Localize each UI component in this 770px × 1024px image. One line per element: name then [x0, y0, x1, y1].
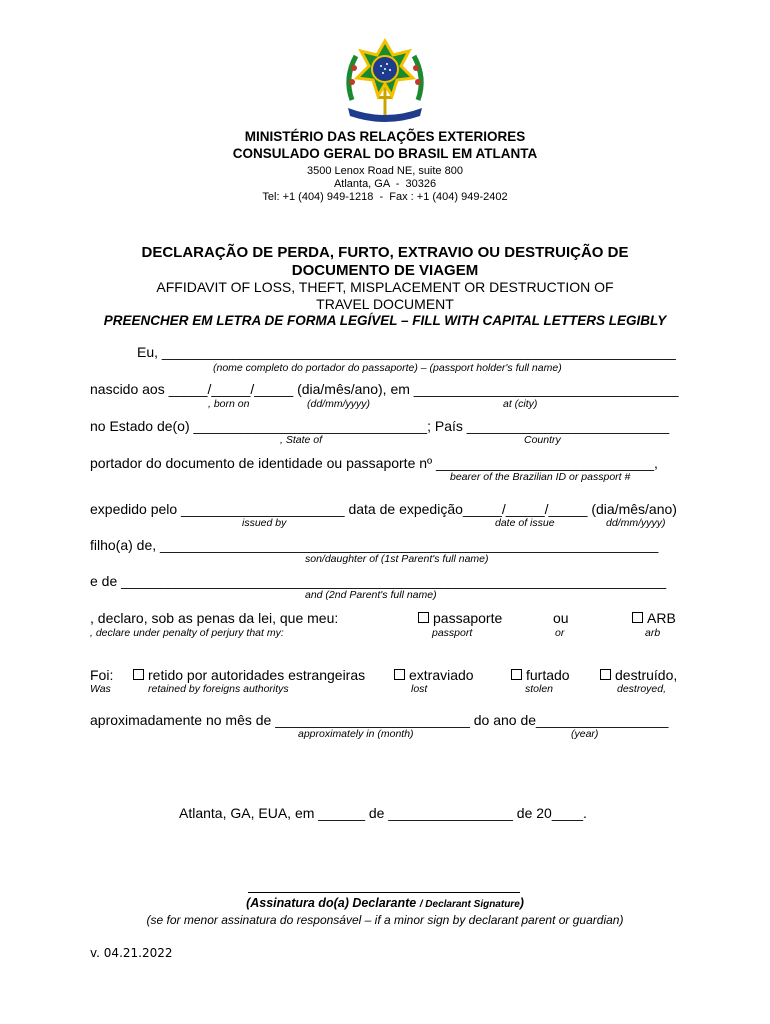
second-parent-caption: and (2nd Parent's full name)	[305, 589, 437, 601]
bearer-caption: bearer of the Brazilian ID or passport #	[450, 471, 631, 483]
retained-label: retido por autoridades estrangeiras	[148, 667, 366, 683]
coat-of-arms-emblem	[340, 38, 430, 124]
checkbox-icon	[418, 612, 429, 623]
signature-label-en: / Declarant Signature	[419, 899, 520, 910]
or-text: ou	[553, 610, 569, 626]
consulate-name: CONSULADO GERAL DO BRASIL EM ATLANTA	[232, 146, 538, 161]
signature-label	[0, 896, 770, 910]
state-country-field[interactable]: no Estado de(o) ______________________________; País __________________________	[90, 418, 670, 434]
fill-instruction: PREENCHER EM LETRA DE FORMA LEGÍVEL – FILL WITH CAPITAL LETTERS LEGIBLY	[103, 313, 667, 328]
arb-label: ARB	[647, 610, 676, 626]
ministry-name: MINISTÉRIO DAS RELAÇÕES EXTERIORES	[244, 129, 526, 144]
was-label: Was	[90, 683, 111, 695]
foi-label: Foi:	[90, 667, 114, 683]
document-number-field[interactable]: portador do documento de identidade ou passaporte nº ____________________________,	[90, 455, 658, 471]
issuer-date-field[interactable]: expedido pelo _____________________ data de expedição_____/_____/_____ (dia/mês/ano)	[90, 501, 677, 517]
phone-fax: Tel: +1 (404) 949-1218 - Fax : +1 (404) 949-2402	[262, 191, 508, 203]
checkbox-icon	[394, 669, 405, 680]
passport-checkbox[interactable]	[418, 610, 502, 626]
signature-label-pt: (Assinatura do(a) Declarante	[246, 896, 417, 910]
country-caption: Country	[524, 434, 561, 446]
year-caption: (year)	[571, 728, 599, 740]
address-line-2: Atlanta, GA - 30326	[333, 178, 437, 190]
full-name-caption: (nome completo do portador do passaporte) – (passport holder's full name)	[213, 362, 562, 374]
passport-label: passaporte	[433, 610, 503, 626]
retained-checkbox[interactable]	[133, 667, 365, 683]
destroyed-caption: destroyed,	[617, 683, 667, 695]
first-parent-caption: son/daughter of (1st Parent's full name)	[305, 553, 489, 565]
date-of-issue-caption: date of issue	[495, 517, 555, 529]
checkbox-icon	[511, 669, 522, 680]
arb-caption: arb	[645, 627, 661, 639]
lost-checkbox[interactable]	[394, 667, 474, 683]
passport-caption: passport	[432, 627, 473, 639]
lost-caption: lost	[411, 683, 428, 695]
retained-caption: retained by foreigns authoritys	[148, 683, 289, 695]
stolen-checkbox[interactable]	[511, 667, 570, 683]
second-parent-field[interactable]: e de ______________________________________________________________________	[90, 573, 667, 589]
date-format-caption: (dd/mm/yyyy)	[307, 398, 370, 410]
title-pt-line-1: DECLARAÇÃO DE PERDA, FURTO, EXTRAVIO OU DESTRUIÇÃO DE	[141, 244, 629, 261]
stolen-caption: stolen	[525, 683, 554, 695]
first-parent-field[interactable]: filho(a) de, ________________________________________________________________	[90, 537, 659, 553]
destroyed-checkbox[interactable]	[600, 667, 677, 683]
born-on-caption: , born on	[208, 398, 250, 410]
birth-date-city-field[interactable]: nascido aos _____/_____/_____ (dia/mês/ano), em __________________________________	[90, 381, 679, 397]
minor-signature-note: (se for menor assinatura do responsável – if a minor sign by declarant parent or guardian)	[146, 913, 624, 927]
destroyed-label: destruído,	[615, 667, 678, 683]
declaration-text: , declaro, sob as penas da lei, que meu:	[90, 610, 339, 626]
checkbox-icon	[133, 669, 144, 680]
signature-label-close: )	[519, 896, 524, 910]
lost-label: extraviado	[409, 667, 474, 683]
title-en-line-2: TRAVEL DOCUMENT	[316, 296, 454, 312]
signature-line[interactable]	[248, 892, 520, 893]
or-caption: or	[555, 627, 565, 639]
place-date-field[interactable]: Atlanta, GA, EUA, em ______ de ________________ de 20____.	[179, 805, 587, 821]
title-en-line-1: AFFIDAVIT OF LOSS, THEFT, MISPLACEMENT OR DESTRUCTION OF	[156, 279, 614, 295]
declaration-text-en: , declare under penalty of perjury that my:	[90, 627, 284, 639]
full-name-field[interactable]: Eu, __________________________________________________________________	[137, 344, 676, 360]
issued-by-caption: issued by	[242, 517, 287, 529]
title-pt-line-2: DOCUMENTO DE VIAGEM	[291, 262, 479, 279]
city-caption: at (city)	[503, 398, 538, 410]
issue-date-format-caption: dd/mm/yyyy)	[606, 517, 666, 529]
checkbox-icon	[600, 669, 611, 680]
month-year-field[interactable]: aproximadamente no mês de _________________________ do ano de_________________	[90, 712, 669, 728]
checkbox-icon	[632, 612, 643, 623]
state-caption: , State of	[280, 434, 323, 446]
version-label: v. 04.21.2022	[90, 946, 173, 960]
address-line-1: 3500 Lenox Road NE, suite 800	[307, 165, 463, 177]
arb-checkbox[interactable]	[632, 610, 676, 626]
stolen-label: furtado	[526, 667, 570, 683]
month-caption: approximately in (month)	[298, 728, 414, 740]
